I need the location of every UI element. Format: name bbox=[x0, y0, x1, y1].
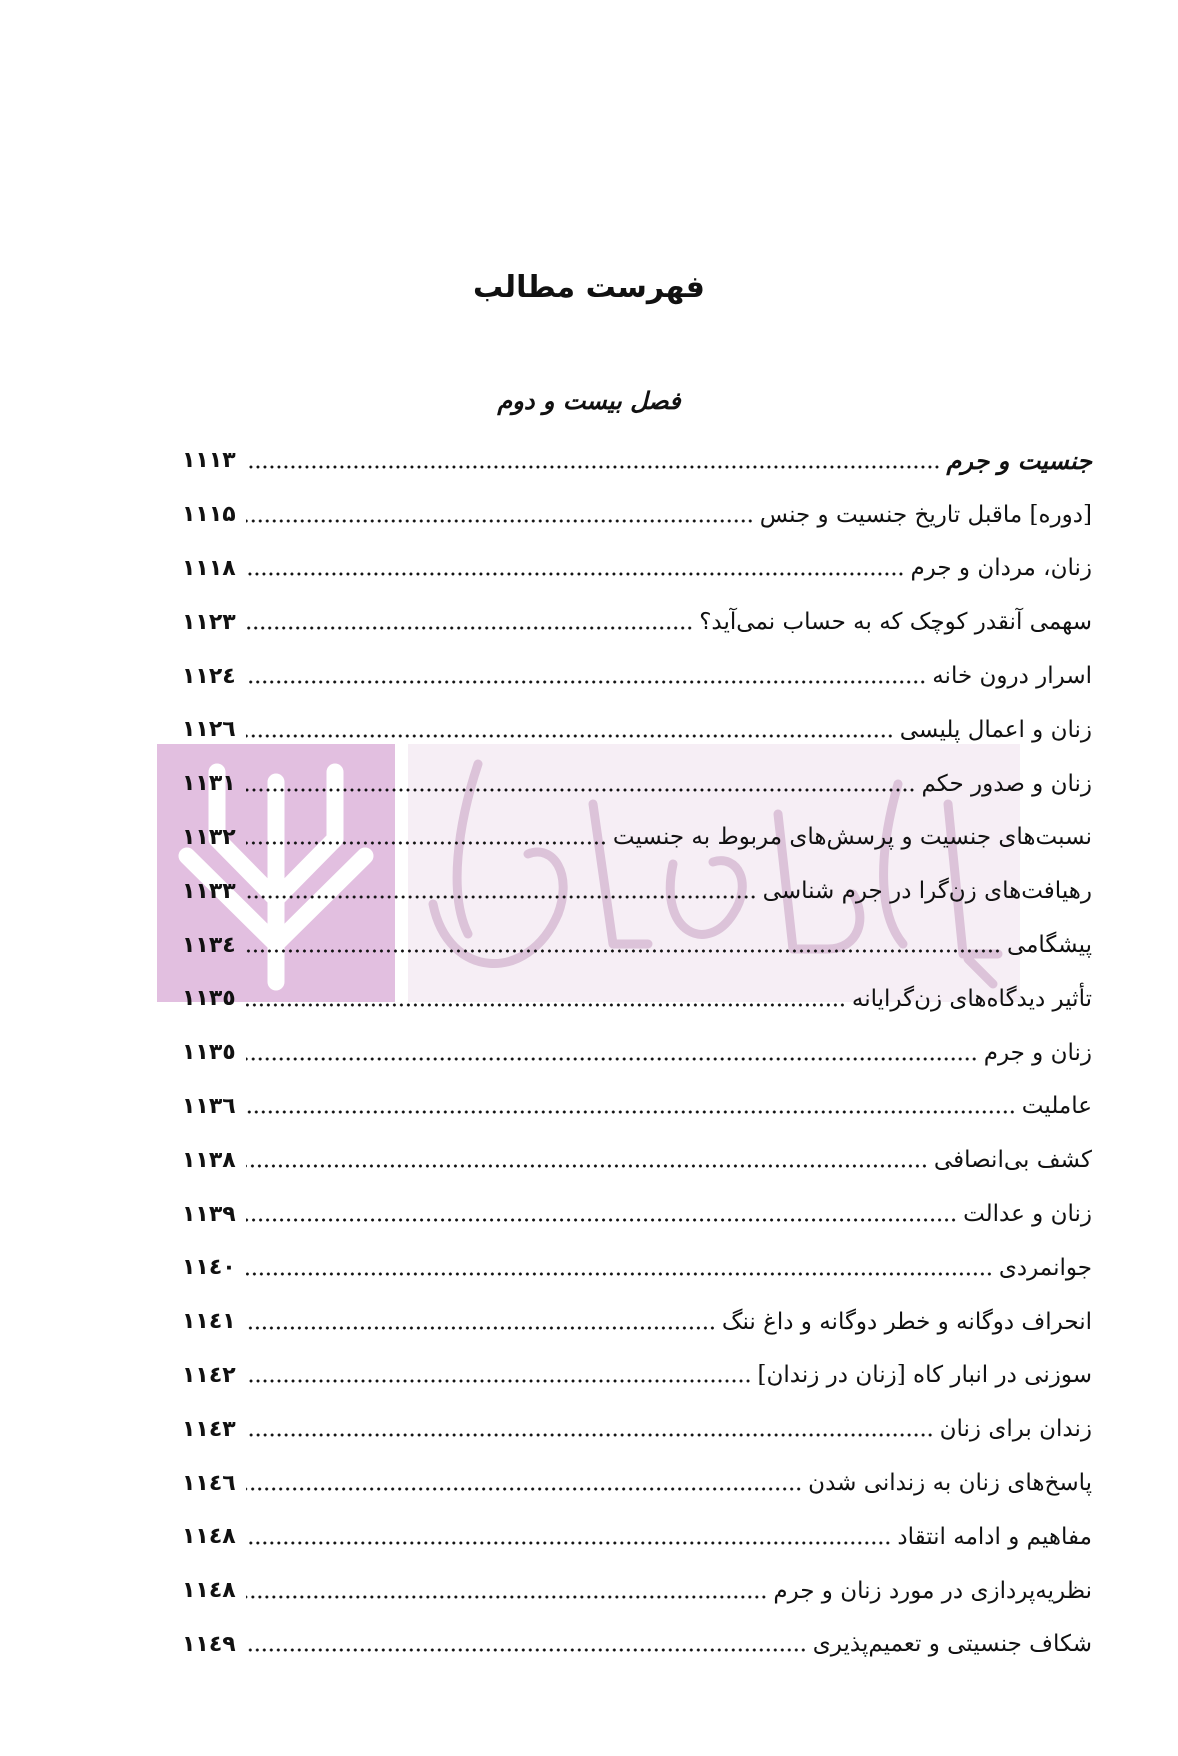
dot-leader bbox=[246, 1003, 846, 1007]
toc-entry-title: پیشگامی bbox=[1006, 932, 1092, 959]
toc-entry-page-number: ۱۱۱۳ bbox=[182, 448, 236, 474]
toc-entry-title: سهمی آنقدر کوچک که به حساب نمی‌آید؟ bbox=[699, 609, 1092, 636]
toc-entry bbox=[182, 1133, 1092, 1187]
dot-leader bbox=[246, 1326, 716, 1330]
toc-entry-title: کشف بی‌انصافی bbox=[933, 1147, 1092, 1174]
dot-leader bbox=[246, 788, 916, 792]
toc-entry-title: اسرار درون خانه bbox=[932, 663, 1092, 690]
dot-leader bbox=[246, 1433, 934, 1437]
toc-entry-page-number: ۱۱٤۸ bbox=[182, 1524, 236, 1550]
toc-entry-page-number: ۱۱۱۵ bbox=[182, 502, 236, 528]
toc-entry-title: نظریه‌پردازی در مورد زنان و جرم bbox=[773, 1577, 1092, 1604]
dot-leader bbox=[246, 1110, 1016, 1114]
dot-leader bbox=[246, 1057, 978, 1061]
toc-entry bbox=[182, 1349, 1092, 1403]
dot-leader bbox=[246, 572, 904, 576]
toc-entry-title: مفاهیم و ادامه انتقاد bbox=[897, 1523, 1092, 1550]
toc-entry-title: زندان برای زنان bbox=[939, 1416, 1092, 1443]
toc-entry bbox=[182, 864, 1092, 918]
dot-leader bbox=[246, 1218, 957, 1222]
toc-entry-title: جنسیت و جرم bbox=[946, 446, 1092, 475]
toc-entry-title: [دوره] ماقبل تاریخ جنسیت و جنس bbox=[759, 501, 1092, 528]
toc-entry bbox=[182, 1295, 1092, 1349]
toc-entry-page-number: ۱۱۳۳ bbox=[182, 878, 236, 904]
toc-entry bbox=[182, 1241, 1092, 1295]
toc-entry bbox=[182, 703, 1092, 757]
toc-entry-page-number: ۱۱۲٦ bbox=[182, 717, 236, 743]
dot-leader bbox=[246, 1487, 802, 1491]
toc-entry bbox=[182, 542, 1092, 596]
dot-leader bbox=[246, 1272, 993, 1276]
toc-entry bbox=[182, 1402, 1092, 1456]
dot-leader bbox=[246, 1379, 752, 1383]
toc-entry-page-number: ۱۱۳٥ bbox=[182, 986, 236, 1012]
toc-entry-page-number: ۱۱٤۰ bbox=[182, 1255, 236, 1281]
toc-entry-title: رهیافت‌های زن‌گرا در جرم شناسی bbox=[762, 878, 1092, 905]
toc-entry bbox=[182, 1026, 1092, 1080]
toc-entry-title: نسبت‌های جنسیت و پرسش‌های مربوط به جنسیت bbox=[612, 824, 1092, 851]
toc-entry-page-number: ۱۱٤۹ bbox=[182, 1631, 236, 1657]
toc-entry-page-number: ۱۱۱۸ bbox=[182, 555, 236, 581]
toc-entry-title: سوزنی در انبار کاه [زنان در زندان] bbox=[757, 1362, 1092, 1389]
dot-leader bbox=[246, 949, 1001, 953]
toc-entry bbox=[182, 1564, 1092, 1618]
toc-entry bbox=[182, 811, 1092, 865]
page-title: فهرست مطالب bbox=[473, 270, 705, 305]
toc-entry bbox=[182, 1456, 1092, 1510]
toc-entry-page-number: ۱۱٤٦ bbox=[182, 1470, 236, 1496]
toc-entry-title: عاملیت bbox=[1021, 1093, 1092, 1120]
toc-entry-page-number: ۱۱۳۲ bbox=[182, 824, 236, 850]
toc-entry-title: زنان و جرم bbox=[983, 1039, 1092, 1066]
toc-entry-page-number: ۱۱۳۹ bbox=[182, 1201, 236, 1227]
dot-leader bbox=[246, 841, 607, 845]
toc-entry-page-number: ۱۱٤۳ bbox=[182, 1416, 236, 1442]
toc-entry bbox=[182, 918, 1092, 972]
toc-entry bbox=[182, 1187, 1092, 1241]
table-of-contents bbox=[182, 434, 1092, 1671]
dot-leader bbox=[246, 465, 940, 469]
toc-entry bbox=[182, 972, 1092, 1026]
dot-leader bbox=[246, 519, 754, 523]
toc-entry bbox=[182, 595, 1092, 649]
toc-entry-title: زنان، مردان و جرم bbox=[910, 555, 1092, 582]
toc-entry-page-number: ۱۱٤۲ bbox=[182, 1362, 236, 1388]
dot-leader bbox=[246, 1164, 928, 1168]
chapter-heading: فصل بیست و دوم bbox=[497, 386, 681, 415]
toc-entry-page-number: ۱۱۳۸ bbox=[182, 1147, 236, 1173]
toc-entry-page-number: ۱۱۲٤ bbox=[182, 663, 236, 689]
dot-leader bbox=[246, 626, 693, 630]
toc-entry bbox=[182, 1510, 1092, 1564]
dot-leader bbox=[246, 1541, 891, 1545]
dot-leader bbox=[246, 734, 894, 738]
toc-entry-title: شکاف جنسیتی و تعمیم‌پذیری bbox=[812, 1631, 1092, 1658]
toc-entry-title: جوانمردی bbox=[998, 1254, 1092, 1281]
toc-entry bbox=[182, 649, 1092, 703]
toc-entry-page-number: ۱۱٤۱ bbox=[182, 1309, 236, 1335]
toc-entry-title: زنان و صدور حکم bbox=[921, 770, 1092, 797]
dot-leader bbox=[246, 680, 926, 684]
toc-entry bbox=[182, 1080, 1092, 1134]
toc-entry bbox=[182, 1618, 1092, 1672]
toc-entry-title: زنان و اعمال پلیسی bbox=[899, 716, 1092, 743]
toc-entry-page-number: ۱۱۳۱ bbox=[182, 771, 236, 797]
toc-entry bbox=[182, 434, 1092, 488]
toc-entry-page-number: ۱۱۳٥ bbox=[182, 1040, 236, 1066]
dot-leader bbox=[246, 895, 757, 899]
dot-leader bbox=[246, 1595, 767, 1599]
toc-entry-title: تأثیر دیدگاه‌های زن‌گرایانه bbox=[851, 985, 1092, 1012]
toc-entry-page-number: ۱۱۳٤ bbox=[182, 932, 236, 958]
toc-entry-title: انحراف دوگانه و خطر دوگانه و داغ ننگ bbox=[721, 1308, 1092, 1335]
dot-leader bbox=[246, 1648, 807, 1652]
toc-entry bbox=[182, 488, 1092, 542]
toc-entry-title: پاسخ‌های زنان به زندانی شدن bbox=[808, 1470, 1092, 1497]
toc-entry-page-number: ۱۱۲۳ bbox=[182, 609, 236, 635]
toc-entry-page-number: ۱۱۳٦ bbox=[182, 1093, 236, 1119]
toc-entry-title: زنان و عدالت bbox=[963, 1201, 1092, 1228]
toc-entry bbox=[182, 757, 1092, 811]
toc-entry-page-number: ۱۱٤۸ bbox=[182, 1578, 236, 1604]
